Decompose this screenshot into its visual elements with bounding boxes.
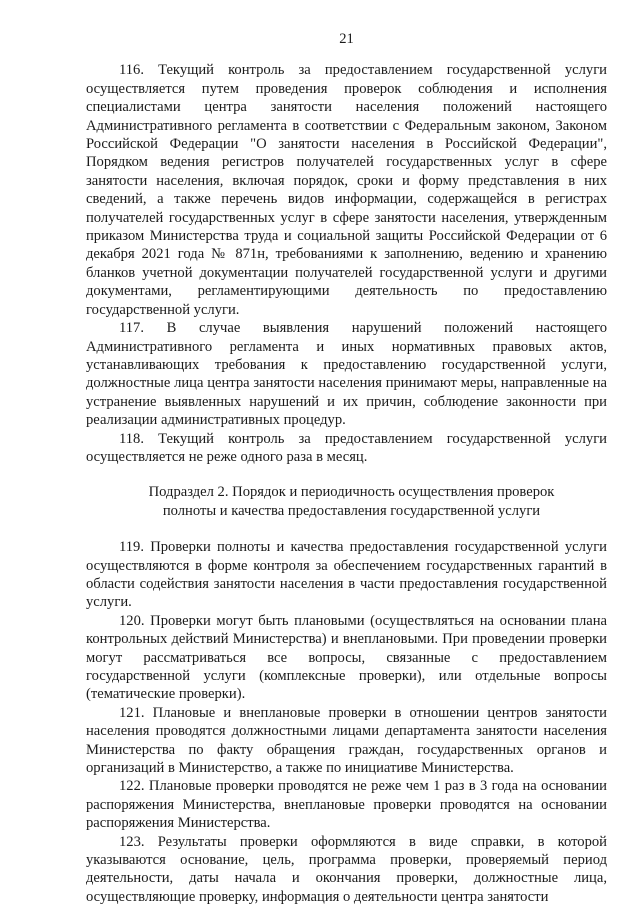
page-number: 21: [339, 31, 354, 47]
subsection-heading-line-2: полноты и качества предоставления государственной услуги: [162, 502, 541, 519]
subsection-heading: [86, 483, 607, 520]
paragraph-119: 119. Проверки полноты и качества предоставления государственной услуги осуществляются в форме контроля за обеспечением государственных гарантий в области содействия занятости населения в части предоставления государственной услуги.: [86, 539, 607, 611]
paragraph-118: 118. Текущий контроль за предоставлением государственной услуги осуществляется не реже одного раза в месяц.: [86, 430, 607, 465]
paragraph-122: 122. Плановые проверки проводятся не реже чем 1 раз в 3 года на основании распоряжения Министерства, внеплановые проверки проводятся на основании распоряжения Министерства.: [86, 778, 607, 832]
paragraph-123: 123. Результаты проверки оформляются в виде справки, в которой указываются основание, цель, программа проверки, проверяемый период деятельности, даты начала и окончания проверки, должностные лица, осуществляющие проверку, информация о деятельности центра занятости: [86, 833, 607, 905]
subsection-heading-line-1: Подраздел 2. Порядок и периодичность осуществления проверок: [148, 484, 555, 501]
paragraph-120: 120. Проверки могут быть плановыми (осуществляться на основании плана контрольных действий Министерства) и внеплановыми. При проведении проверки могут рассматриваться все вопросы, связанные с предоставлением государственной услуги (комплексные проверки), или отдельные вопросы (тематические проверки).: [86, 612, 607, 703]
paragraph-121: 121. Плановые и внеплановые проверки в отношении центров занятости населения проводятся должностными лицами департамента занятости населения Министерства по факту обращения граждан, государственных органов и организаций в Министерство, а также по инициативе Министерства.: [86, 704, 607, 777]
paragraph-116: 116. Текущий контроль за предоставлением государственной услуги осуществляется путем проведения проверок соблюдения и исполнения специалистами центра занятости населения положений настоящего Административного регламента в соответствии с Федеральным законом, Законом Российской Федерации "О занятости населения в Российской Федерации", Порядком ведения регистров получателей государственных услуг в сфере занятости населения, включая порядок, сроки и форму представления в них сведений, а также перечень видов информации, содержащейся в регистрах получателей государственных услуг в сфере занятости населения, утвержденным приказом Министерства труда и социальной защиты Российской Федерации от 6 декабря 2021 года № 871н, требованиями к заполнению, ведению и хранению бланков учетной документации получателей государственной услуги и другими документами, регламентирующими деятельность по предоставлению государственной услуги.: [86, 62, 607, 318]
paragraph-117: 117. В случае выявления нарушений положений настоящего Административного регламента и иных нормативных правовых актов, устанавливающих требования к предоставлению государственной услуги, должностные лица центра занятости населения принимают меры, направленные на устранение выявленных нарушений и их причин, соблюдение законности при реализации административных процедур.: [86, 320, 607, 429]
